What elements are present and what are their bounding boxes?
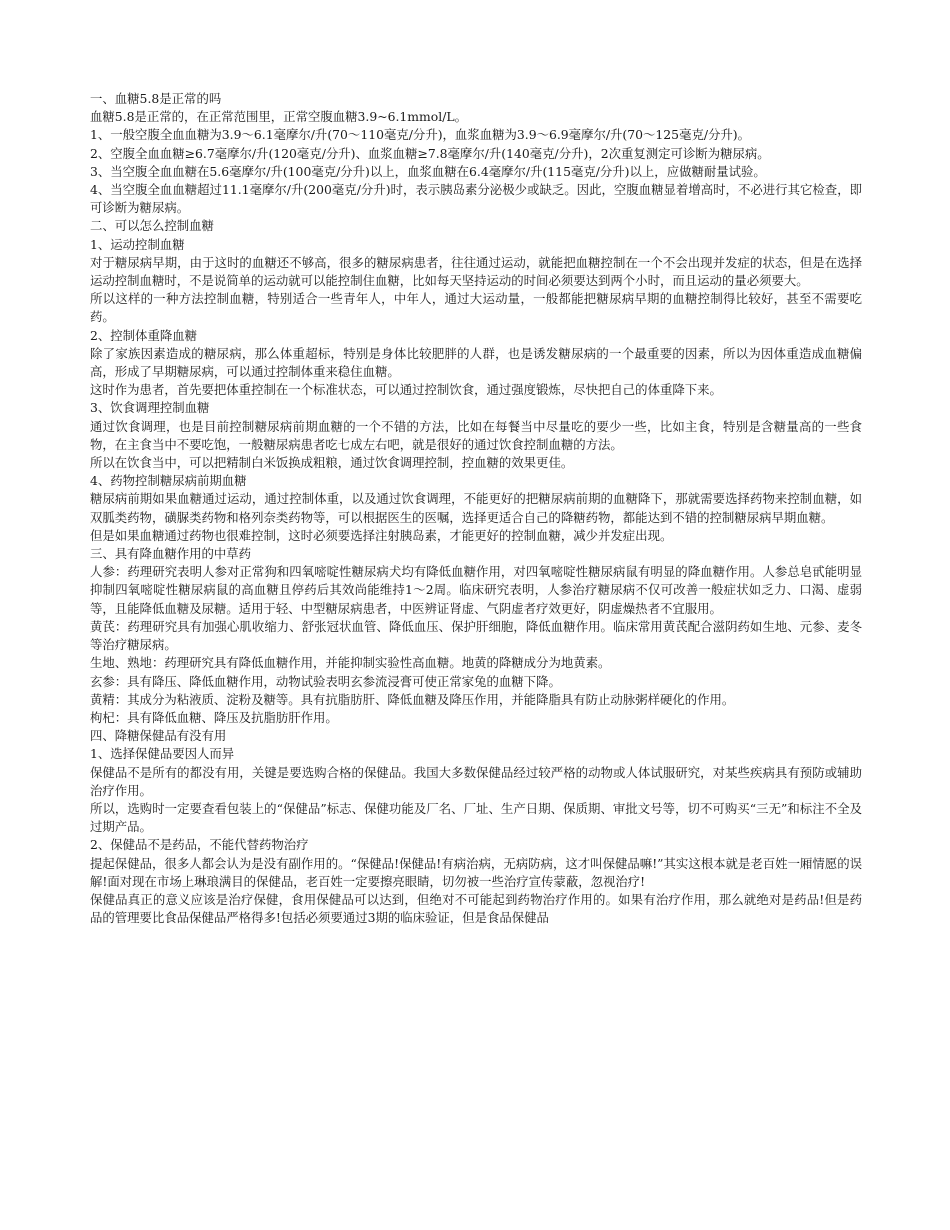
paragraph: 人参：药理研究表明人参对正常狗和四氧嘧啶性糖尿病犬均有降低血糖作用，对四氧嘧啶性糖尿病鼠有明显的降血糖作用。人参总皂甙能明显抑制四氧嘧啶性糖尿病鼠的高血糖且停药后其效尚能维持1～2周。临床研究表明，人参治疗糖尿病不仅可改善一般症状如乏力、口渴、虚弱等，且能降低血糖及尿糖。适用于轻、中型糖尿病患者，中医辨证肾虚、气阴虚者疗效更好，阴虚燥热者不宜服用。 bbox=[90, 564, 862, 616]
paragraph: 对于糖尿病早期，由于这时的血糖还不够高，很多的糖尿病患者，往往通过运动，就能把血糖控制在一个不会出现并发症的状态，但是在选择运动控制血糖时，不是说简单的运动就可以能控制住血糖，比如每天坚持运动的时间必须要达到两个小时，而且运动的量必须要大。 bbox=[90, 254, 862, 289]
heading-section-1: 一、血糖5.8是正常的吗 bbox=[90, 91, 222, 106]
paragraph: 保健品不是所有的都没有用，关键是要选购合格的保健品。我国大多数保健品经过较严格的动物或人体试服研究，对某些疾病具有预防或辅助治疗作用。 bbox=[90, 764, 862, 798]
subheading: 2、控制体重降血糖 bbox=[90, 327, 198, 343]
subheading: 3、饮食调理控制血糖 bbox=[90, 400, 210, 416]
subheading: 2、保健品不是药品，不能代替药物治疗 bbox=[90, 837, 309, 853]
paragraph: 这时作为患者，首先要把体重控制在一个标准状态，可以通过控制饮食，通过强度锻炼，尽快把自己的体重降下来。 bbox=[90, 382, 722, 398]
paragraph: 通过饮食调理，也是目前控制糖尿病前期血糖的一个不错的方法，比如在每餐当中尽量吃的要少一些，比如主食，特别是含糖量高的一些食物，在主食当中不要吃饱，一般糖尿病患者吃七成左右吧，就是很好的通过饮食控制血糖的方法。 bbox=[90, 418, 862, 452]
paragraph: 4、当空腹全血血糖超过11.1毫摩尔/升(200毫克/分升)时，表示胰岛素分泌极少或缺乏。因此，空腹血糖显着增高时，不必进行其它检查，即可诊断为糖尿病。 bbox=[90, 182, 862, 216]
paragraph: 2、空腹全血血糖≥6.7毫摩尔/升(120毫克/分升)、血浆血糖≥7.8毫摩尔/升(140毫克/分升)，2次重复测定可诊断为糖尿病。 bbox=[90, 145, 770, 161]
paragraph: 枸杞：具有降低血糖、降压及抗脂肪肝作用。 bbox=[90, 709, 338, 725]
paragraph: 生地、熟地：药理研究具有降低血糖作用，并能抑制实验性高血糖。地黄的降糖成分为地黄素。 bbox=[90, 655, 611, 671]
paragraph: 所以在饮食当中，可以把精制白米饭换成粗粮，通过饮食调理控制，控血糖的效果更佳。 bbox=[90, 455, 574, 471]
paragraph: 除了家族因素造成的糖尿病，那么体重超标，特别是身体比较肥胖的人群，也是诱发糖尿病的一个最重要的因素，所以为因体重造成血糖偏高，形成了早期糖尿病，可以通过控制体重来稳住血糖。 bbox=[90, 345, 862, 380]
paragraph: 黄芪：药理研究具有加强心肌收缩力、舒张冠状血管、降低血压、保护肝细胞，降低血糖作用。临床常用黄芪配合滋阴药如生地、元参、麦冬等治疗糖尿病。 bbox=[90, 618, 862, 653]
paragraph: 所以这样的一种方法控制血糖，特别适合一些青年人，中年人，通过大运动量，一般都能把糖尿病早期的血糖控制得比较好，甚至不需要吃药。 bbox=[90, 291, 862, 325]
heading-section-4: 四、降糖保健品有没有用 bbox=[90, 728, 227, 744]
subheading: 1、选择保健品要因人而异 bbox=[90, 746, 235, 762]
document-body bbox=[90, 90, 862, 927]
subheading: 1、运动控制血糖 bbox=[90, 236, 185, 252]
paragraph: 黄精：其成分为粘液质、淀粉及糖等。具有抗脂肪肝、降低血糖及降压作用，并能降脂具有防止动脉粥样硬化的作用。 bbox=[90, 691, 735, 707]
heading-section-2: 二、可以怎么控制血糖 bbox=[90, 218, 214, 234]
paragraph: 糖尿病前期如果血糖通过运动，通过控制体重，以及通过饮食调理，不能更好的把糖尿病前期的血糖降下，那就需要选择药物来控制血糖，如双胍类药物，磺脲类药物和格列奈类药物等，可以根据医生的医嘱，选择更适合自己的降糖药物，都能达到不错的控制糖尿病早期血糖。 bbox=[90, 491, 862, 525]
paragraph: 保健品真正的意义应该是治疗保健，食用保健品可以达到，但绝对不可能起到药物治疗作用的。如果有治疗作用，那么就绝对是药品!但是药品的管理要比食品保健品严格得多!包括必须要通过3期的临床验证，但是食品保健品 bbox=[90, 891, 862, 926]
paragraph: 所以，选购时一定要查看包装上的“保健品”标志、保健功能及厂名、厂址、生产日期、保质期、审批文号等，切不可购买“三无”和标注不全及过期产品。 bbox=[90, 800, 862, 835]
heading-section-3: 三、具有降血糖作用的中草药 bbox=[90, 546, 252, 562]
paragraph: 1、一般空腹全血血糖为3.9～6.1毫摩尔/升(70～110毫克/分升)，血浆血糖为3.9～6.9毫摩尔/升(70～125毫克/分升)。 bbox=[90, 127, 751, 143]
paragraph: 血糖5.8是正常的，在正常范围里，正常空腹血糖3.9~6.1mmol/L。 bbox=[90, 109, 468, 125]
paragraph: 但是如果血糖通过药物也很难控制，这时必须要选择注射胰岛素，才能更好的控制血糖，减少并发症出现。 bbox=[90, 527, 673, 543]
paragraph: 3、当空腹全血血糖在5.6毫摩尔/升(100毫克/分升)以上，血浆血糖在6.4毫摩尔/升(115毫克/分升)以上，应做糖耐量试验。 bbox=[90, 163, 766, 179]
subheading: 4、药物控制糖尿病前期血糖 bbox=[90, 473, 247, 489]
paragraph: 玄参：具有降压、降低血糖作用，动物试验表明玄参流浸膏可使正常家兔的血糖下降。 bbox=[90, 673, 561, 689]
paragraph: 提起保健品，很多人都会认为是没有副作用的。“保健品!保健品!有病治病，无病防病，这才叫保健品嘛!”其实这根本就是老百姓一厢情愿的误解!面对现在市场上琳琅满目的保健品，老百姓一定要擦亮眼睛，切勿被一些治疗宣传蒙蔽，忽视治疗! bbox=[90, 855, 862, 889]
